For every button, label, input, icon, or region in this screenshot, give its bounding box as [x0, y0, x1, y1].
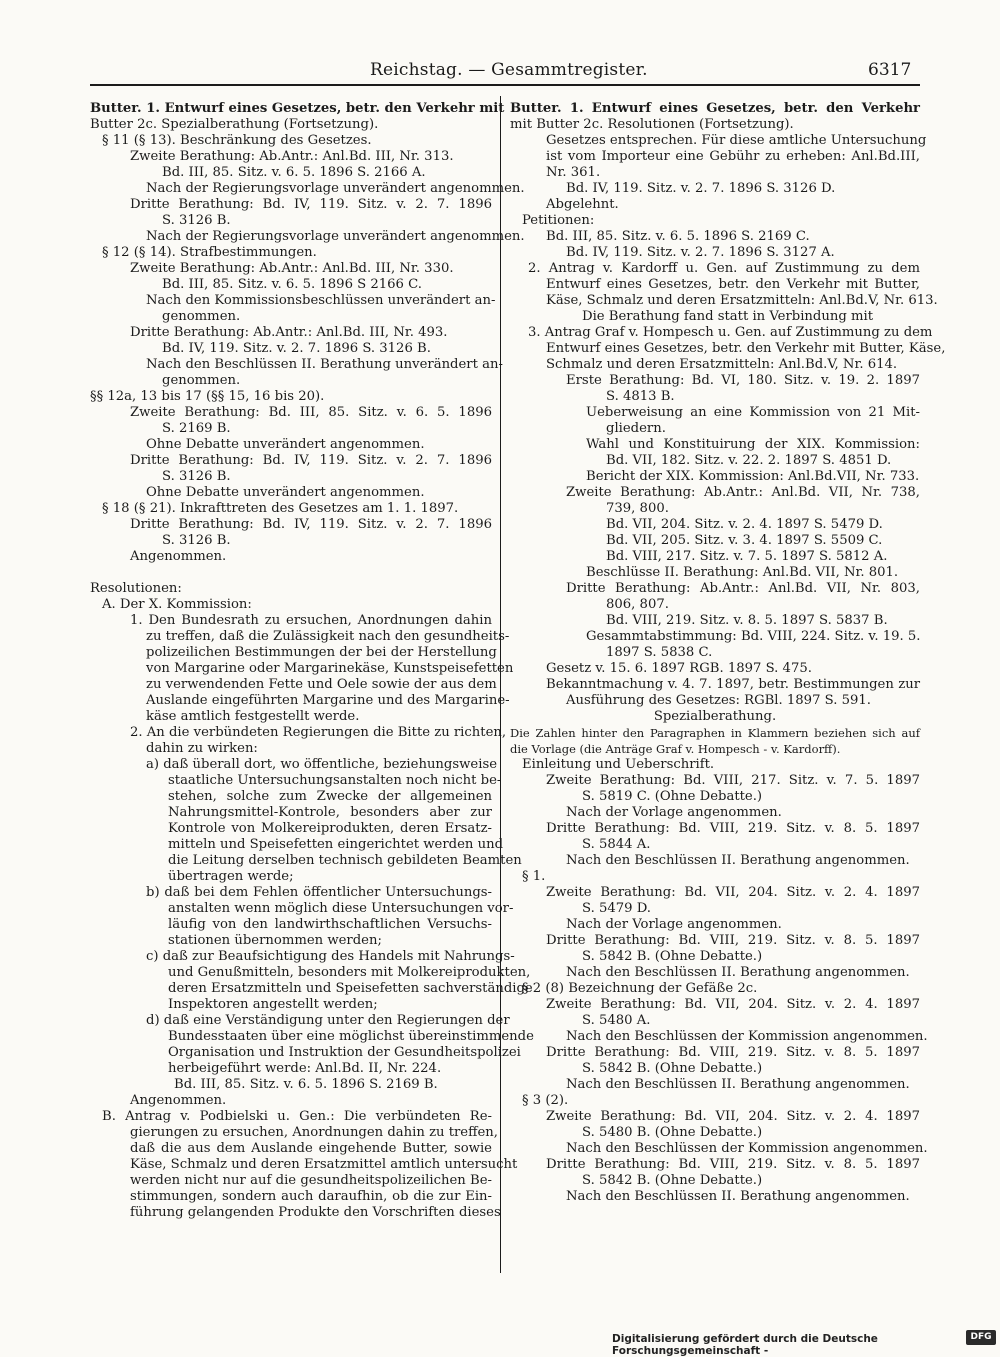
- header-rule: [90, 84, 920, 86]
- right-column-line: Bd. III, 85. Sitz. v. 6. 5. 1896 S. 2169 C.: [546, 229, 810, 244]
- right-column-line: Wahl und Konstituirung der XIX. Kommission:: [586, 437, 920, 452]
- left-column-line: Angenommen.: [130, 549, 227, 564]
- right-column-line: Bericht der XIX. Kommission: Anl.Bd.VII, Nr. 733.: [586, 469, 920, 484]
- right-column-line: Nach den Beschlüssen II. Berathung angenommen.: [566, 1189, 910, 1204]
- left-column-line: herbeigeführt werde: Anl.Bd. II, Nr. 224.: [168, 1061, 442, 1076]
- left-column-line: daß die aus dem Auslande eingehende Butter, sowie: [130, 1141, 492, 1156]
- right-column-line: Dritte Berathung: Bd. VIII, 219. Sitz. v. 8. 5. 1897: [546, 821, 920, 836]
- left-column-line: S. 2169 B.: [162, 421, 231, 436]
- left-column-line: zu treffen, daß die Zulässigkeit nach den gesundheits-: [146, 629, 510, 644]
- left-column-line: Zweite Berathung: Bd. III, 85. Sitz. v. 6. 5. 1896: [130, 405, 492, 420]
- right-column-line: S. 5480 A.: [582, 1013, 651, 1028]
- right-column-line: Gesammtabstimmung: Bd. VIII, 224. Sitz. v. 19. 5.: [586, 629, 921, 644]
- left-column-line: deren Ersatzmitteln und Speisefetten sachverständige: [168, 981, 533, 996]
- right-column-line: Nr. 361.: [546, 165, 601, 180]
- right-column-line: ist vom Importeur eine Gebühr zu erheben: Anl.Bd.III,: [546, 149, 920, 164]
- left-column-line: die Leitung derselben technisch gebildeten Beamten: [168, 853, 522, 868]
- left-column-line: stimmungen, sondern auch daraufhin, ob die zur Ein-: [130, 1189, 492, 1204]
- left-column-line: Organisation und Instruktion der Gesundheitspolizei: [168, 1045, 521, 1060]
- left-column-line: Angenommen.: [130, 1093, 227, 1108]
- right-column-line: S. 5842 B. (Ohne Debatte.): [582, 1061, 763, 1076]
- left-column-line: a) daß überall dort, wo öffentliche, beziehungsweise: [146, 757, 498, 772]
- right-column-line: S. 5844 A.: [582, 837, 651, 852]
- right-column-line: § 2 (8) Bezeichnung der Gefäße 2c.: [522, 981, 758, 996]
- left-column-line: stehen, solche zum Zwecke der allgemeinen: [168, 789, 492, 804]
- left-column-line: Ohne Debatte unverändert angenommen.: [146, 485, 425, 500]
- left-column-line: Bd. IV, 119. Sitz. v. 2. 7. 1896 S. 3126 B.: [162, 341, 431, 356]
- left-column-line: B. Antrag v. Podbielski u. Gen.: Die verbündeten Re-: [102, 1109, 492, 1124]
- right-column-line: Nach der Vorlage angenommen.: [566, 917, 782, 932]
- left-column-line: Auslande eingeführten Margarine und des Margarine-: [146, 693, 510, 708]
- right-column-line: Gesetz v. 15. 6. 1897 RGB. 1897 S. 475.: [546, 661, 812, 676]
- right-column-line: Abgelehnt.: [546, 197, 619, 212]
- left-column-line: A. Der X. Kommission:: [102, 597, 252, 612]
- right-column-line: Zweite Berathung: Bd. VIII, 217. Sitz. v. 7. 5. 1897: [546, 773, 920, 788]
- right-column-line: 2. Antrag v. Kardorff u. Gen. auf Zustimmung zu dem: [528, 261, 920, 276]
- right-column-line: § 3 (2).: [522, 1093, 569, 1108]
- left-column-line: Bd. III, 85. Sitz. v. 6. 5. 1896 S. 2166 A.: [162, 165, 426, 180]
- left-column-line: Bd. III, 85. Sitz. v. 6. 5. 1896 S. 2169 B.: [174, 1077, 438, 1092]
- right-column-line: 3. Antrag Graf v. Hompesch u. Gen. auf Zustimmung zu dem: [528, 325, 933, 340]
- left-column-line: stationen übernommen werden;: [168, 933, 382, 948]
- left-column-line: mitteln und Speisefetten eingerichtet werden und: [168, 837, 504, 852]
- page-number: 6317: [868, 60, 912, 80]
- right-column-line: Käse, Schmalz und deren Ersatzmitteln: Anl.Bd.V, Nr. 613.: [546, 293, 938, 308]
- right-column-line: Bd. VII, 182. Sitz. v. 22. 2. 1897 S. 4851 D.: [606, 453, 892, 468]
- left-column-line: Dritte Berathung: Ab.Antr.: Anl.Bd. III, Nr. 493.: [130, 325, 448, 340]
- left-column-line: läufig von den landwirthschaftlichen Versuchs-: [168, 917, 492, 932]
- left-column-line: Bundesstaaten über eine möglichst übereinstimmende: [168, 1029, 534, 1044]
- right-column: [510, 101, 946, 1205]
- left-column-line: c) daß zur Beaufsichtigung des Handels mit Nahrungs-: [146, 949, 515, 964]
- column-divider: [500, 96, 501, 1273]
- right-column-line: Dritte Berathung: Ab.Antr.: Anl.Bd. VII, Nr. 803,: [566, 581, 920, 596]
- right-column-line: 806, 807.: [606, 597, 669, 612]
- left-column-line: und Genußmitteln, besonders mit Molkereiprodukten,: [168, 965, 531, 980]
- left-column-line: dahin zu wirken:: [146, 741, 258, 756]
- left-column-line: Nach den Beschlüssen II. Berathung unverändert an-: [146, 357, 503, 372]
- right-column-line: Ausführung des Gesetzes: RGBl. 1897 S. 591.: [566, 693, 871, 708]
- left-column-line: Butter 2c. Spezialberathung (Fortsetzung).: [90, 117, 379, 132]
- dfg-logo-icon: DFG: [966, 1330, 996, 1345]
- right-column-line: Spezialberathung.: [653, 709, 777, 724]
- left-column-line: § 12 (§ 14). Strafbestimmungen.: [102, 245, 317, 260]
- right-column-line: Die Zahlen hinter den Paragraphen in Klammern beziehen sich auf: [510, 726, 920, 740]
- left-column-line: Kontrole von Molkereiprodukten, deren Ersatz-: [168, 821, 492, 836]
- right-column-line: 1897 S. 5838 C.: [606, 645, 713, 660]
- left-column-line: §§ 12a, 13 bis 17 (§§ 15, 16 bis 20).: [90, 389, 325, 404]
- left-column-line: Dritte Berathung: Bd. IV, 119. Sitz. v. 2. 7. 1896: [130, 453, 492, 468]
- right-column-line: Zweite Berathung: Ab.Antr.: Anl.Bd. VII, Nr. 738,: [566, 485, 920, 500]
- right-column-line: Nach den Beschlüssen II. Berathung angenommen.: [566, 965, 910, 980]
- right-column-line: Ueberweisung an eine Kommission von 21 Mit-: [586, 405, 920, 420]
- right-column-line: Nach den Beschlüssen II. Berathung angenommen.: [566, 1077, 910, 1092]
- left-column-line: Käse, Schmalz und deren Ersatzmittel amtlich untersucht: [130, 1157, 518, 1172]
- left-column-line: zu verwendenden Fette und Oele sowie der aus dem: [146, 677, 497, 692]
- right-column-line: Nach den Beschlüssen der Kommission angenommen.: [566, 1141, 928, 1156]
- left-column-line: anstalten wenn möglich diese Untersuchungen vor-: [168, 901, 514, 916]
- right-column-line: S. 4813 B.: [606, 389, 675, 404]
- right-column-line: Bekanntmachung v. 4. 7. 1897, betr. Bestimmungen zur: [546, 677, 920, 692]
- left-column-line: § 11 (§ 13). Beschränkung des Gesetzes.: [102, 133, 372, 148]
- right-column-line: Gesetzes entsprechen. Für diese amtliche Untersuchung: [546, 133, 927, 148]
- right-column-line: Dritte Berathung: Bd. VIII, 219. Sitz. v. 8. 5. 1897: [546, 1157, 920, 1172]
- right-column-line: Zweite Berathung: Bd. VII, 204. Sitz. v. 2. 4. 1897: [546, 1109, 920, 1124]
- left-column-line: S. 3126 B.: [162, 213, 231, 228]
- left-column-line: S. 3126 B.: [162, 533, 231, 548]
- right-column-line: Entwurf eines Gesetzes, betr. den Verkehr mit Butter,: [546, 277, 920, 292]
- left-column-line: Nahrungsmittel-Kontrole, besonders aber zur: [168, 805, 492, 820]
- left-column-line: genommen.: [162, 373, 241, 388]
- right-column-line: Nach den Beschlüssen der Kommission angenommen.: [566, 1029, 928, 1044]
- right-column-line: Nach der Vorlage angenommen.: [566, 805, 782, 820]
- right-column-line: S. 5842 B. (Ohne Debatte.): [582, 949, 763, 964]
- left-column: [90, 101, 534, 1221]
- digitization-credit: Digitalisierung gefördert durch die Deutsche Forschungsgemeinschaft -: [612, 1333, 878, 1357]
- right-column-line: Nach den Beschlüssen II. Berathung angenommen.: [566, 853, 910, 868]
- left-column-line: Bd. III, 85. Sitz. v. 6. 5. 1896 S 2166 C.: [162, 277, 422, 292]
- left-column-line: S. 3126 B.: [162, 469, 231, 484]
- right-column-line: S. 5480 B. (Ohne Debatte.): [582, 1125, 763, 1140]
- left-column-line: übertragen werde;: [168, 869, 294, 884]
- left-column-line: Inspektoren angestellt werden;: [168, 997, 378, 1012]
- left-column-line: Resolutionen:: [90, 581, 182, 596]
- right-column-line: mit Butter 2c. Resolutionen (Fortsetzung).: [510, 117, 794, 132]
- right-column-line: Erste Berathung: Bd. VI, 180. Sitz. v. 19. 2. 1897: [566, 373, 920, 388]
- right-column-line: Zweite Berathung: Bd. VII, 204. Sitz. v. 2. 4. 1897: [546, 885, 920, 900]
- right-column-line: S. 5842 B. (Ohne Debatte.): [582, 1173, 763, 1188]
- right-column-line: gliedern.: [606, 421, 666, 436]
- left-column-line: Nach der Regierungsvorlage unverändert angenommen.: [146, 229, 525, 244]
- right-column-line: Bd. IV, 119. Sitz. v. 2. 7. 1896 S. 3126 D.: [566, 181, 836, 196]
- right-column-line: S. 5819 C. (Ohne Debatte.): [582, 789, 763, 804]
- left-column-line: Butter. 1. Entwurf eines Gesetzes, betr. den Verkehr mit: [90, 101, 505, 116]
- right-column-line: Bd. IV, 119. Sitz. v. 2. 7. 1896 S. 3127 A.: [566, 245, 835, 260]
- left-column-line: Dritte Berathung: Bd. IV, 119. Sitz. v. 2. 7. 1896: [130, 197, 492, 212]
- right-column-line: Zweite Berathung: Bd. VII, 204. Sitz. v. 2. 4. 1897: [546, 997, 920, 1012]
- left-column-line: [90, 565, 492, 581]
- right-column-line: Petitionen:: [522, 213, 595, 228]
- left-column-line: polizeilichen Bestimmungen der bei der Herstellung: [146, 645, 497, 660]
- left-column-line: 1. Den Bundesrath zu ersuchen, Anordnungen dahin: [130, 613, 492, 628]
- left-column-line: gierungen zu ersuchen, Anordnungen dahin zu treffen,: [130, 1125, 498, 1140]
- left-column-line: Zweite Berathung: Ab.Antr.: Anl.Bd. III, Nr. 330.: [130, 261, 454, 276]
- left-column-line: Zweite Berathung: Ab.Antr.: Anl.Bd. III, Nr. 313.: [130, 149, 454, 164]
- right-column-line: Einleitung und Ueberschrift.: [522, 757, 715, 772]
- right-column-line: Entwurf eines Gesetzes, betr. den Verkehr mit Butter, Käse,: [546, 341, 946, 356]
- right-column-line: die Vorlage (die Anträge Graf v. Hompesch - v. Kardorff).: [510, 742, 841, 756]
- left-column-line: Dritte Berathung: Bd. IV, 119. Sitz. v. 2. 7. 1896: [130, 517, 492, 532]
- right-column-line: Dritte Berathung: Bd. VIII, 219. Sitz. v. 8. 5. 1897: [546, 1045, 920, 1060]
- right-column-line: Bd. VII, 204. Sitz. v. 2. 4. 1897 S. 5479 D.: [606, 517, 883, 532]
- right-column-line: Bd. VIII, 219. Sitz. v. 8. 5. 1897 S. 5837 B.: [606, 613, 888, 628]
- left-column-line: Nach den Kommissionsbeschlüssen unverändert an-: [146, 293, 496, 308]
- left-column-line: staatliche Untersuchungsanstalten noch nicht be-: [168, 773, 502, 788]
- left-column-line: werden nicht nur auf die gesundheitspolizeilichen Be-: [130, 1173, 492, 1188]
- right-column-line: § 1.: [522, 869, 546, 884]
- left-column-line: genommen.: [162, 309, 241, 324]
- right-column-line: Schmalz und deren Ersatzmitteln: Anl.Bd.V, Nr. 614.: [546, 357, 898, 372]
- right-column-line: Bd. VII, 205. Sitz. v. 3. 4. 1897 S. 5509 C.: [606, 533, 883, 548]
- left-column-line: d) daß eine Verständigung unter den Regierungen der: [146, 1013, 510, 1028]
- page-header-title: Reichstag. — Gesammtregister.: [370, 60, 648, 80]
- left-column-line: käse amtlich festgestellt werde.: [146, 709, 360, 724]
- right-column-line: Bd. VIII, 217. Sitz. v. 7. 5. 1897 S. 5812 A.: [606, 549, 888, 564]
- left-column-line: b) daß bei dem Fehlen öffentlicher Untersuchungs-: [146, 885, 492, 900]
- left-column-line: von Margarine oder Margarinekäse, Kunstspeisefetten: [146, 661, 514, 676]
- right-column-line: 739, 800.: [606, 501, 669, 516]
- left-column-line: führung gelangenden Produkte den Vorschriften dieses: [130, 1205, 501, 1220]
- left-column-line: 2. An die verbündeten Regierungen die Bitte zu richten,: [130, 725, 507, 740]
- left-column-line: Nach der Regierungsvorlage unverändert angenommen.: [146, 181, 525, 196]
- left-column-line: Ohne Debatte unverändert angenommen.: [146, 437, 425, 452]
- right-column-line: Dritte Berathung: Bd. VIII, 219. Sitz. v. 8. 5. 1897: [546, 933, 920, 948]
- right-column-line: Die Berathung fand statt in Verbindung mit: [582, 309, 874, 324]
- right-column-line: Beschlüsse II. Berathung: Anl.Bd. VII, Nr. 801.: [586, 565, 899, 580]
- right-column-line: Butter. 1. Entwurf eines Gesetzes, betr. den Verkehr: [510, 101, 920, 116]
- left-column-line: § 18 (§ 21). Inkrafttreten des Gesetzes am 1. 1. 1897.: [102, 501, 459, 516]
- right-column-line: S. 5479 D.: [582, 901, 651, 916]
